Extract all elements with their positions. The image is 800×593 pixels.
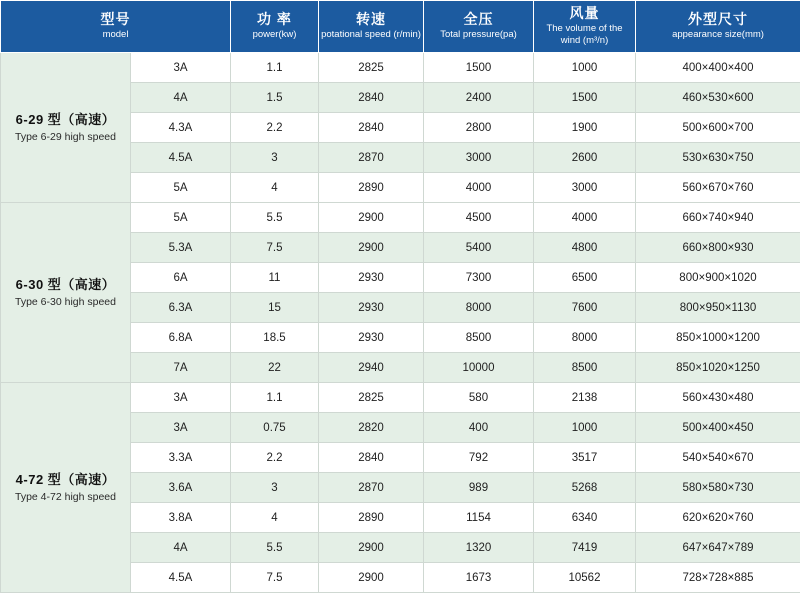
cell-pressure: 1154 [424,503,534,533]
cell-size: 580×580×730 [636,473,800,503]
cell-pressure: 792 [424,443,534,473]
cell-speed: 2870 [319,143,424,173]
cell-size: 460×530×600 [636,83,800,113]
cell-model: 4.5A [131,143,231,173]
cell-power: 2.2 [231,443,319,473]
cell-model: 3.8A [131,503,231,533]
group-label-en: Type 6-29 high speed [3,130,128,144]
table-header [1,1,800,53]
cell-power: 5.5 [231,533,319,563]
cell-pressure: 10000 [424,353,534,383]
cell-model: 3A [131,413,231,443]
cell-power: 3 [231,143,319,173]
cell-power: 1.1 [231,383,319,413]
cell-model: 6.3A [131,293,231,323]
cell-speed: 2900 [319,563,424,593]
cell-size: 500×600×700 [636,113,800,143]
cell-power: 1.1 [231,53,319,83]
cell-speed: 2825 [319,53,424,83]
cell-volume: 2600 [534,143,636,173]
cell-size: 560×670×760 [636,173,800,203]
cell-volume: 8500 [534,353,636,383]
cell-pressure: 8000 [424,293,534,323]
cell-power: 3 [231,473,319,503]
cell-pressure: 3000 [424,143,534,173]
cell-power: 7.5 [231,563,319,593]
header-cell-volume [534,1,636,53]
cell-power: 11 [231,263,319,293]
header-cell-model [1,1,231,53]
header-cell-size [636,1,800,53]
group-label-en: Type 4-72 high speed [3,490,128,504]
cell-speed: 2840 [319,83,424,113]
cell-volume: 3517 [534,443,636,473]
cell-pressure: 989 [424,473,534,503]
cell-model: 4A [131,83,231,113]
cell-model: 3A [131,53,231,83]
group-label-zh: 6-30 型（高速） [3,276,128,294]
cell-volume: 7419 [534,533,636,563]
cell-size: 800×900×1020 [636,263,800,293]
group-label-cell [1,53,131,203]
cell-speed: 2820 [319,413,424,443]
header-zh-model: 型号 [3,11,228,28]
cell-speed: 2870 [319,473,424,503]
cell-speed: 2890 [319,173,424,203]
cell-model: 5.3A [131,233,231,263]
cell-model: 5A [131,173,231,203]
cell-power: 4 [231,173,319,203]
cell-size: 660×800×930 [636,233,800,263]
group-label-en: Type 6-30 high speed [3,295,128,309]
cell-power: 22 [231,353,319,383]
cell-power: 5.5 [231,203,319,233]
cell-speed: 2840 [319,113,424,143]
cell-size: 728×728×885 [636,563,800,593]
cell-size: 850×1020×1250 [636,353,800,383]
header-en-size: appearance size(mm) [638,29,798,41]
cell-volume: 1000 [534,53,636,83]
header-cell-speed [319,1,424,53]
cell-power: 2.2 [231,113,319,143]
cell-model: 6A [131,263,231,293]
header-en-model: model [3,29,228,41]
cell-speed: 2900 [319,233,424,263]
cell-power: 18.5 [231,323,319,353]
header-zh-pressure: 全压 [426,11,531,28]
cell-pressure: 1673 [424,563,534,593]
cell-speed: 2930 [319,293,424,323]
group-label-zh: 4-72 型（高速） [3,471,128,489]
cell-pressure: 4500 [424,203,534,233]
cell-pressure: 2400 [424,83,534,113]
cell-size: 647×647×789 [636,533,800,563]
cell-pressure: 7300 [424,263,534,293]
header-cell-power [231,1,319,53]
header-zh-speed: 转速 [321,11,421,28]
cell-speed: 2840 [319,443,424,473]
cell-pressure: 580 [424,383,534,413]
cell-volume: 3000 [534,173,636,203]
cell-size: 560×430×480 [636,383,800,413]
cell-volume: 1900 [534,113,636,143]
group-label-cell [1,383,131,593]
cell-speed: 2890 [319,503,424,533]
header-en-pressure: Total pressure(pa) [426,29,531,41]
cell-volume: 4800 [534,233,636,263]
cell-speed: 2825 [319,383,424,413]
cell-model: 5A [131,203,231,233]
cell-size: 620×620×760 [636,503,800,533]
cell-size: 660×740×940 [636,203,800,233]
cell-pressure: 2800 [424,113,534,143]
cell-speed: 2900 [319,203,424,233]
header-zh-volume: 风量 [536,5,633,22]
table-row [1,53,800,83]
header-en-power: power(kw) [233,29,316,41]
header-row [1,1,800,53]
group-label-zh: 6-29 型（高速） [3,111,128,129]
cell-size: 800×950×1130 [636,293,800,323]
cell-model: 7A [131,353,231,383]
cell-pressure: 1320 [424,533,534,563]
cell-speed: 2940 [319,353,424,383]
cell-speed: 2900 [319,533,424,563]
cell-model: 6.8A [131,323,231,353]
table-body [1,53,800,593]
cell-model: 4.3A [131,113,231,143]
cell-speed: 2930 [319,263,424,293]
cell-size: 530×630×750 [636,143,800,173]
header-en-volume: The volume of the wind (m³/n) [536,23,633,47]
cell-size: 500×400×450 [636,413,800,443]
cell-volume: 10562 [534,563,636,593]
cell-volume: 1000 [534,413,636,443]
group-label-cell [1,203,131,383]
cell-pressure: 5400 [424,233,534,263]
cell-power: 4 [231,503,319,533]
cell-speed: 2930 [319,323,424,353]
cell-power: 1.5 [231,83,319,113]
cell-volume: 4000 [534,203,636,233]
cell-volume: 2138 [534,383,636,413]
cell-volume: 6500 [534,263,636,293]
cell-volume: 7600 [534,293,636,323]
table-row [1,203,800,233]
cell-power: 7.5 [231,233,319,263]
header-zh-size: 外型尺寸 [638,11,798,28]
cell-model: 4.5A [131,563,231,593]
cell-power: 15 [231,293,319,323]
table-row [1,383,800,413]
cell-model: 3A [131,383,231,413]
cell-pressure: 400 [424,413,534,443]
cell-model: 3.6A [131,473,231,503]
header-zh-power: 功 率 [233,11,316,28]
cell-size: 540×540×670 [636,443,800,473]
cell-volume: 6340 [534,503,636,533]
cell-pressure: 4000 [424,173,534,203]
cell-power: 0.75 [231,413,319,443]
cell-volume: 1500 [534,83,636,113]
header-en-speed: potational speed (r/min) [321,29,421,41]
cell-pressure: 8500 [424,323,534,353]
header-cell-pressure [424,1,534,53]
cell-size: 850×1000×1200 [636,323,800,353]
cell-volume: 8000 [534,323,636,353]
cell-size: 400×400×400 [636,53,800,83]
cell-pressure: 1500 [424,53,534,83]
cell-volume: 5268 [534,473,636,503]
cell-model: 4A [131,533,231,563]
cell-model: 3.3A [131,443,231,473]
